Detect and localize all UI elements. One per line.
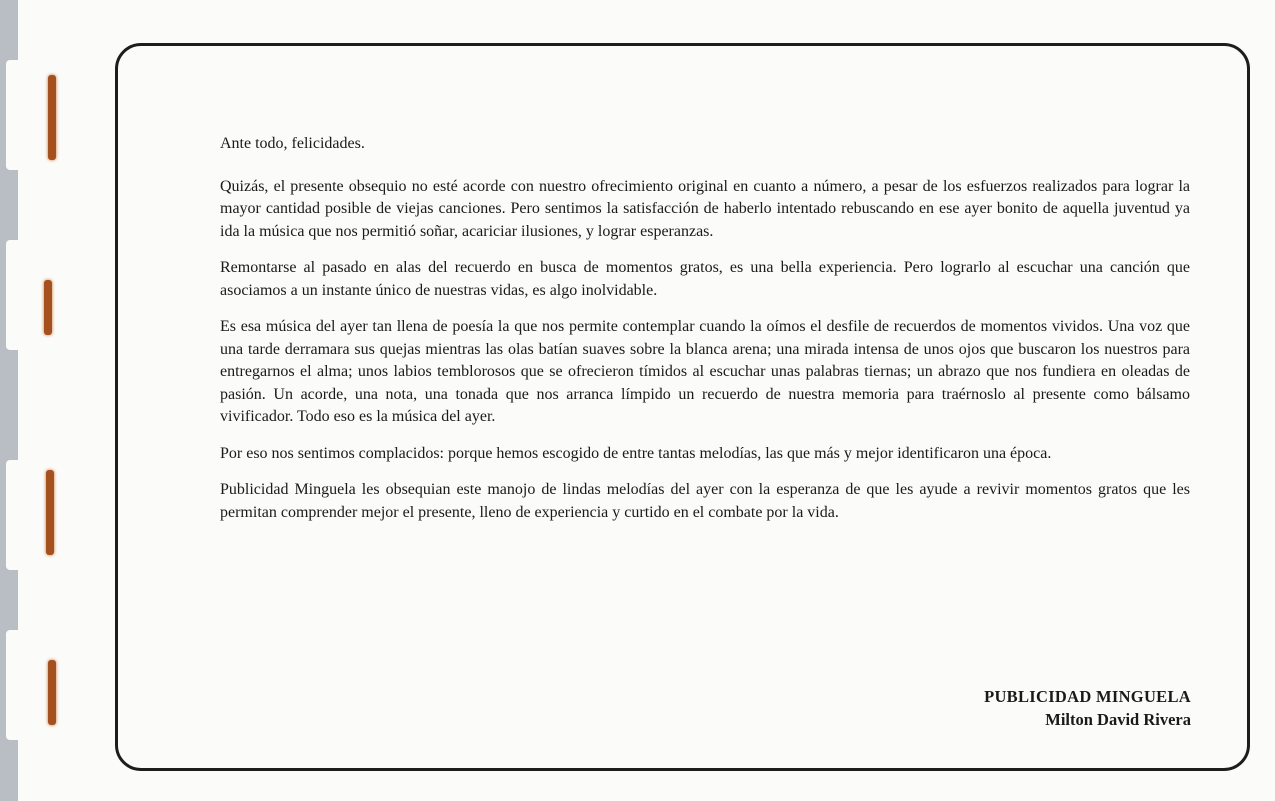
- punch-hole: [44, 280, 52, 335]
- punch-hole: [48, 75, 56, 160]
- signature-organization: PUBLICIDAD MINGUELA: [984, 687, 1191, 706]
- letter-paragraph: Quizás, el presente obsequio no esté acorde con nuestro ofrecimiento original en cuanto a número, a pesar de los esfuerzos realizados para lograr la mayor cantidad posible de viejas canciones. Pero sentimos la satisfacción de haberlo intentado rebuscando en ese ayer bonito de aquella juventud ya ida la música que nos permitió soñar, acariciar ilusiones, y lograr esperanzas.: [220, 177, 1190, 240]
- letter-paragraph: Remontarse al pasado en alas del recuerdo en busca de momentos gratos, es una bella experiencia. Pero lograrlo al escuchar una canción que asociamos a un instante único de nuestras vidas, es algo inolvidable.: [220, 259, 1190, 299]
- letter-paragraph: Por eso nos sentimos complacidos: porque hemos escogido de entre tantas melodías, las que más y mejor identificaron una época.: [220, 444, 1052, 462]
- letter-signature: [984, 685, 1191, 731]
- letter-greeting: Ante todo, felicidades.: [220, 135, 365, 152]
- signature-person: Milton David Rivera: [1045, 710, 1191, 729]
- punch-hole: [46, 470, 54, 555]
- letter-body: [220, 133, 1190, 538]
- punch-hole: [48, 660, 56, 725]
- letter-paragraph: Es esa música del ayer tan llena de poesía la que nos permite contemplar cuando la oímos el desfile de recuerdos de momentos vividos. Una voz que una tarde derramara sus quejas mientras las olas batían suaves sobre la blanca arena; una mirada intensa de unos ojos que buscaron los nuestros para entregarnos el alma; unos labios temblorosos que se ofrecieron tímidos al escuchar unas palabras tiernas; un abrazo que nos fundiera en oleadas de pasión. Un acorde, una nota, una tonada que nos arranca límpido un recuerdo de nuestra memoria para traérnoslo al presente como bálsamo vivificador. Todo eso es la música del ayer.: [220, 318, 1190, 425]
- letter-paragraph: Publicidad Minguela les obsequian este manojo de lindas melodías del ayer con la esperanza de que les ayude a revivir momentos gratos que les permitan comprender mejor el presente, lleno de experiencia y curtido en el combate por la vida.: [220, 481, 1190, 521]
